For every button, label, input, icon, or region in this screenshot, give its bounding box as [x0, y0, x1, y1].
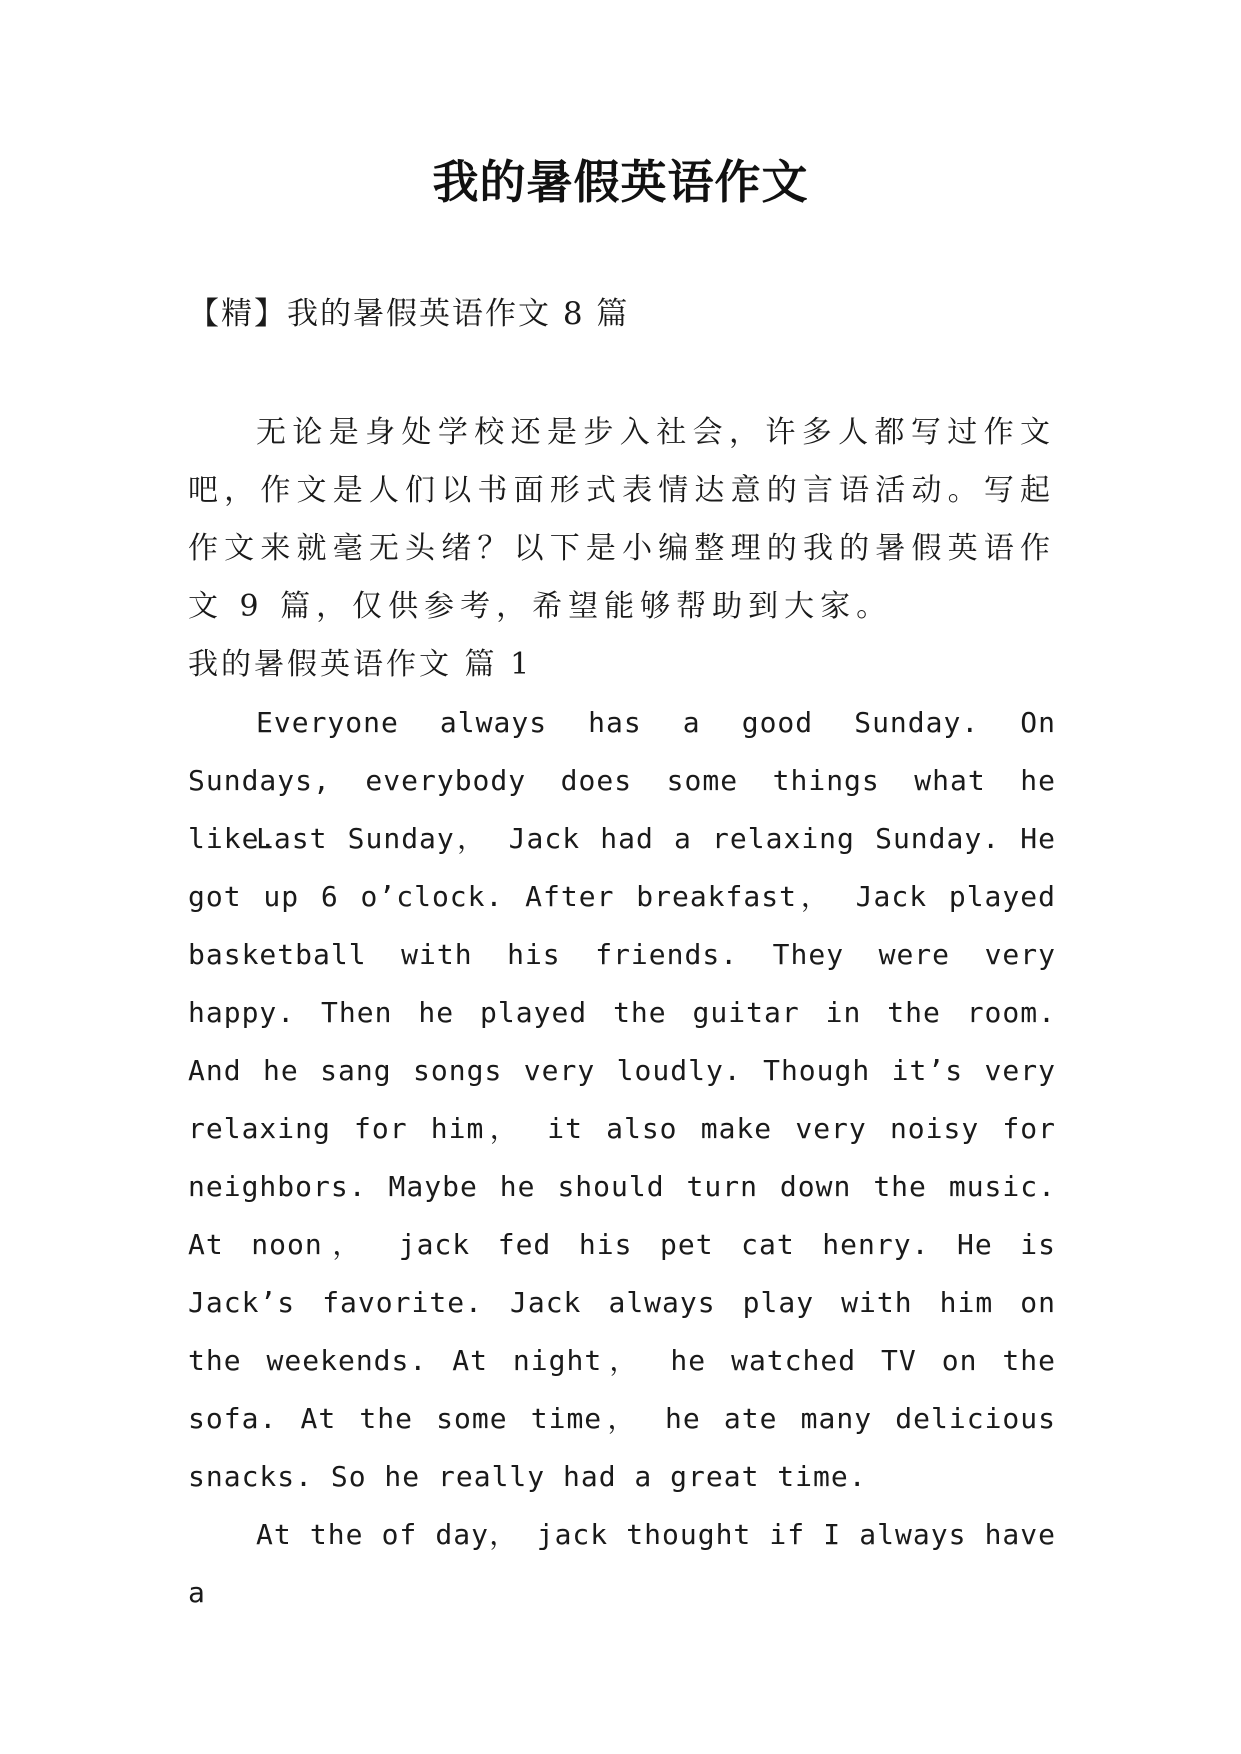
document-title: 我的暑假英语作文: [432, 155, 809, 209]
body-paragraph-3: At the of day， jack thought if I always have a: [188, 1518, 1056, 1609]
body-paragraph-2: Last Sunday， Jack had a relaxing Sunday. He got up 6 o’clock. After breakfast， Jack played basketball with his friends. They were very happy. Then he played the guitar in the room. And he sang songs very loudly. Though it’s very relaxing for him， it also make very noisy for neighbors. Maybe he should turn down the music. At noon， jack fed his pet cat henry. He is Jack’s favorite. Jack always play with him on the weekends. At night， he watched TV on the sofa. At the some time， he ate many delicious snacks. So he really had a great time.: [188, 822, 1056, 1493]
document-subtitle: 【精】我的暑假英语作文 8 篇: [188, 296, 630, 332]
section-heading: 我的暑假英语作文 篇 1: [188, 647, 533, 682]
intro-paragraph: 无论是身处学校还是步入社会，许多人都写过作文吧，作文是人们以书面形式表情达意的言语活动。写起作文来就毫无头绪？以下是小编整理的我的暑假英语作文 9 篇，仅供参考，希望能够帮助到大家。: [188, 415, 1056, 624]
body-paragraph-1: Everyone always has a good Sunday. On Sundays, everybody does some things what he like.: [188, 706, 1056, 855]
